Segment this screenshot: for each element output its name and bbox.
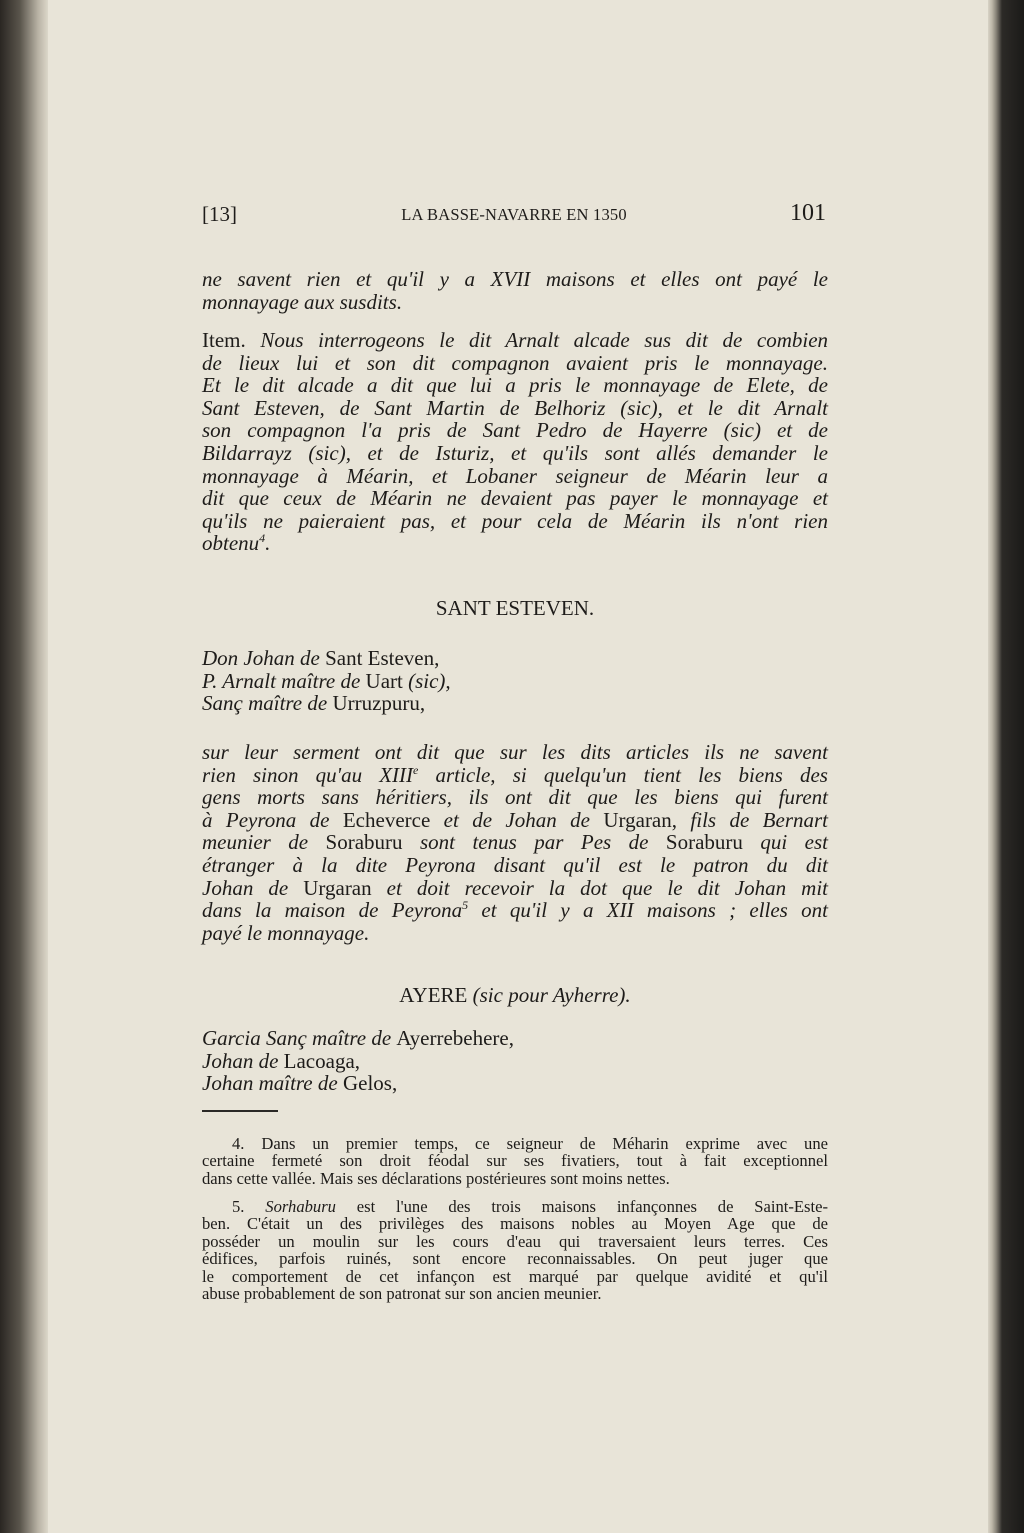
text-segment: ne savent rien et qu'il y a XVII maisons et elles ont payé le xyxy=(202,267,828,291)
section-heading-sant-esteven: SANT ESTEVEN. xyxy=(435,596,595,620)
text-line xyxy=(202,899,828,922)
text-segment: sont tenus par Pes de xyxy=(402,830,666,855)
text-segment: Lacoaga, xyxy=(283,1048,361,1073)
heading-ayere-note: (sic pour Ayherre). xyxy=(472,983,631,1007)
text-line xyxy=(202,1268,828,1285)
text-segment: article, si quelqu'un tient les biens des xyxy=(418,762,828,787)
text-line xyxy=(202,1050,828,1073)
text-line xyxy=(202,877,828,900)
text-line xyxy=(202,329,828,352)
heading-ayere: AYERE xyxy=(399,983,468,1007)
footnote-reference: 5 xyxy=(462,898,469,913)
text-line xyxy=(202,268,828,291)
text-line xyxy=(202,397,828,420)
text-segment: (sic), xyxy=(402,668,451,693)
section-number: [13] xyxy=(202,202,237,226)
footnote-4 xyxy=(202,1135,828,1187)
text-segment: P. Arnalt maître de xyxy=(202,668,366,693)
section-heading-ayere xyxy=(202,983,828,1008)
text-segment: qu'ils ne paieraient pas, et pour cela de Méarin ils n'ont rien xyxy=(202,508,828,533)
text-line xyxy=(202,741,828,764)
text-segment: meunier de xyxy=(202,830,326,855)
text-line xyxy=(202,831,828,854)
text-segment: Uart xyxy=(365,668,403,693)
text-segment: Et le dit alcade a dit que lui a pris le monnayage de Elete, de xyxy=(202,373,828,398)
text-line xyxy=(202,1072,828,1095)
text-segment: étranger à la dite Peyrona disant qu'il est le patron du dit xyxy=(202,852,828,877)
text-segment: monnayage aux susdits. xyxy=(202,289,403,314)
text-segment: Soraburu xyxy=(665,830,743,855)
text-line xyxy=(202,1285,828,1302)
text-line xyxy=(202,647,828,670)
text-line xyxy=(202,1027,828,1050)
text-segment: Soraburu xyxy=(325,830,403,855)
text-line xyxy=(202,510,828,533)
text-segment: Garcia Sanç maître de xyxy=(202,1026,397,1050)
text-segment: dans la maison de Peyrona xyxy=(202,898,463,923)
text-line xyxy=(202,487,828,510)
text-line xyxy=(202,1170,828,1187)
paragraph-item xyxy=(202,329,828,555)
text-segment: Sanç maître de xyxy=(202,691,333,716)
text-line xyxy=(202,1233,828,1250)
paragraph-continuation xyxy=(202,268,828,313)
text-segment: Johan de xyxy=(202,875,304,900)
text-segment: ben. C'était un des privilèges des maisons nobles au Moyen Age que de xyxy=(202,1214,828,1234)
text-segment: Sant Esteven, de Sant Martin de Belhoriz (sic), et le dit Arnalt xyxy=(202,395,828,420)
text-segment: et doit recevoir la dot que le dit Johan mit xyxy=(371,875,828,900)
text-segment: Urruzpuru, xyxy=(332,691,426,716)
text-line xyxy=(202,692,828,715)
text-segment: édifices, parfois ruinés, sont encore reconnaissables. On peut juger que xyxy=(202,1249,828,1269)
text-segment: Johan maître de xyxy=(202,1071,343,1096)
text-segment: fils de Bernart xyxy=(677,807,828,832)
text-line xyxy=(202,786,828,809)
running-title: LA BASSE-NAVARRE EN 1350 xyxy=(401,205,627,224)
text-segment: est l'une des trois maisons infançonnes de Saint-Este- xyxy=(335,1197,829,1216)
text-segment: de lieux lui et son dit compagnon avaient pris le monnayage. xyxy=(202,350,828,375)
text-segment: Sorhaburu xyxy=(265,1197,336,1216)
footnote-rule xyxy=(202,1110,278,1112)
text-line xyxy=(202,1152,828,1169)
text-segment: dit que ceux de Méarin ne devaient pas payer le monnayage et xyxy=(202,486,828,511)
footnote-reference: 4 xyxy=(259,531,266,546)
text-segment: son compagnon l'a pris de Sant Pedro de Hayerre (sic) et de xyxy=(202,418,828,443)
text-segment: . xyxy=(265,531,271,556)
text-segment: qui est xyxy=(742,830,828,855)
text-segment: et qu'il y a XII maisons ; elles ont xyxy=(468,898,828,923)
text-segment: monnayage à Méarin, et Lobaner seigneur de Méarin leur a xyxy=(202,463,828,488)
text-line xyxy=(202,670,828,693)
text-line xyxy=(202,465,828,488)
text-segment: 5. xyxy=(232,1197,266,1216)
text-segment: à Peyrona de xyxy=(202,807,343,832)
text-segment: sur leur serment ont dit que sur les dits articles ils ne savent xyxy=(202,740,828,764)
paragraph-sant-esteven xyxy=(202,741,828,944)
text-line xyxy=(202,442,828,465)
text-segment: payé le monnayage. xyxy=(202,920,370,945)
text-segment: Nous interrogeons le dit Arnalt alcade sus dit de combien xyxy=(260,328,829,352)
text-segment: Bildarrayz (sic), et de Isturiz, et qu'ils sont allés demander le xyxy=(202,440,828,465)
text-segment: Johan de xyxy=(202,1048,284,1073)
text-segment: rien sinon qu'au XIII xyxy=(202,762,414,787)
text-segment: Urgaran, xyxy=(603,807,678,832)
text-segment: Ayerrebehere, xyxy=(396,1026,514,1050)
text-segment: Gelos, xyxy=(342,1071,398,1096)
text-segment: Echeverce xyxy=(342,807,431,832)
text-line xyxy=(202,1250,828,1267)
text-line xyxy=(202,1215,828,1232)
page-number: 101 xyxy=(790,200,826,226)
text-segment: posséder un moulin sur les cours d'eau qui traversaient leurs terres. Ces xyxy=(202,1231,828,1251)
text-line xyxy=(202,374,828,397)
text-segment: Urgaran xyxy=(303,875,372,900)
text-segment: Item. xyxy=(202,328,261,352)
text-line xyxy=(202,854,828,877)
text-segment: 4. Dans un premier temps, ce seigneur de Méharin exprime avec une xyxy=(232,1134,828,1153)
text-line xyxy=(202,809,828,832)
text-segment: dans cette vallée. Mais ses déclarations postérieures sont moins nettes. xyxy=(202,1168,670,1188)
text-segment: le comportement de cet infançon est marqué par quelque avidité et qu'il xyxy=(202,1266,828,1286)
text-segment: abuse probablement de son patronat sur son ancien meunier. xyxy=(202,1283,602,1303)
text-segment: Don Johan de xyxy=(202,646,326,670)
footnote-5 xyxy=(202,1198,828,1302)
text-segment: obtenu xyxy=(202,531,260,556)
text-segment: certaine fermeté son droit féodal sur ses fivatiers, tout à fait exceptionnel xyxy=(202,1151,828,1171)
witnesses-ayere xyxy=(202,1027,828,1095)
text-line xyxy=(202,291,828,314)
text-segment: Sant Esteven, xyxy=(325,646,440,670)
footnote-reference: e xyxy=(413,762,419,777)
text-segment: gens morts sans héritiers, ils ont dit que les biens qui furent xyxy=(202,785,828,810)
text-line xyxy=(202,764,828,787)
text-line xyxy=(202,1135,828,1152)
witnesses-sant-esteven xyxy=(202,647,828,715)
text-segment: et de Johan de xyxy=(430,807,604,832)
running-header xyxy=(202,198,826,228)
text-line xyxy=(202,1198,828,1215)
text-line xyxy=(202,352,828,375)
text-line xyxy=(202,419,828,442)
text-line xyxy=(202,532,828,555)
text-line xyxy=(202,922,828,945)
